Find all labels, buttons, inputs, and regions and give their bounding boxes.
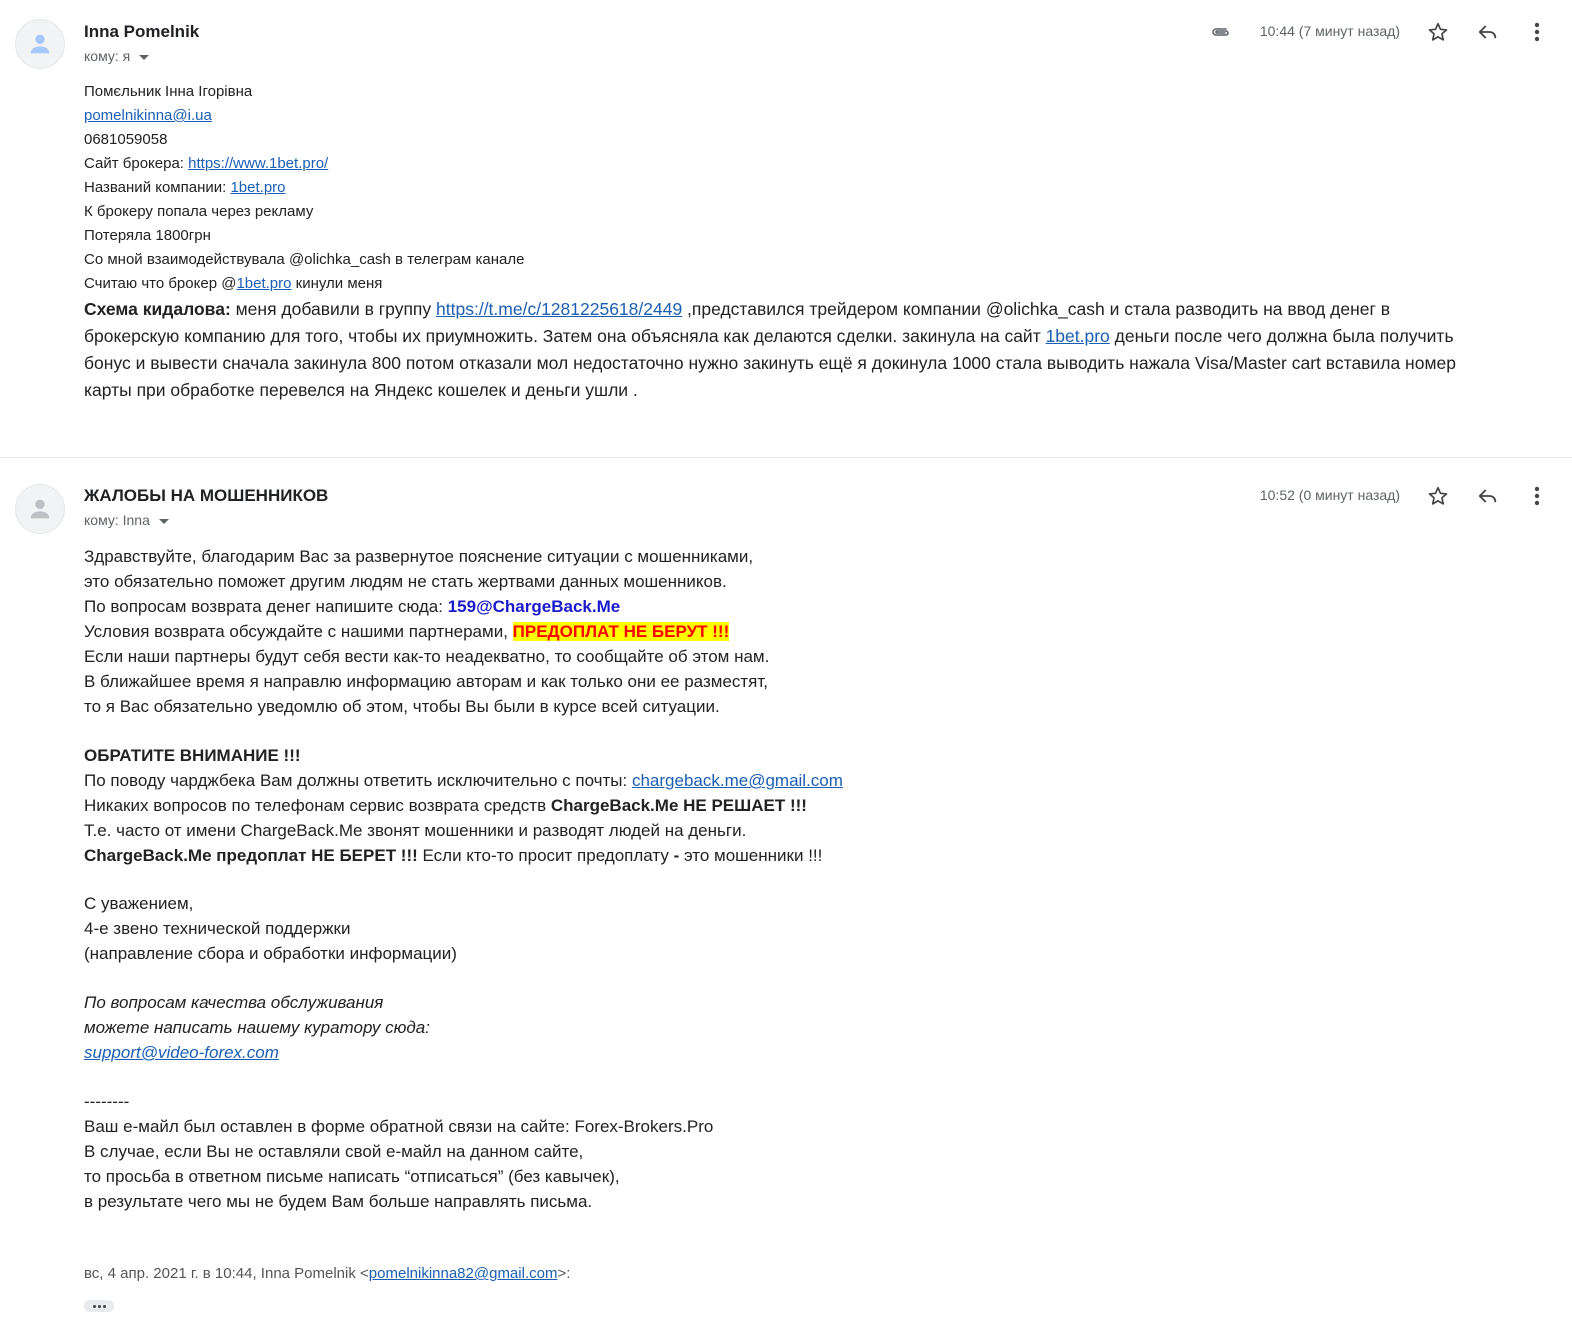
star-button[interactable] (1425, 483, 1451, 509)
body-line: К брокеру попала через рекламу (84, 203, 314, 220)
message-divider (0, 457, 1572, 458)
reply-button[interactable] (1475, 483, 1501, 509)
sender-name[interactable]: Inna Pomelnik (84, 22, 200, 41)
text-part: По вопросам возврата денег напишите сюда: (84, 597, 448, 616)
avatar[interactable] (15, 19, 65, 69)
quality-line: По вопросам качества обслуживания (84, 993, 384, 1012)
show-trimmed-content-button[interactable] (84, 1300, 114, 1312)
scheme-label: Схема кидалова: (84, 299, 231, 319)
caret-down-icon (139, 55, 149, 60)
more-vert-icon (1534, 22, 1540, 42)
more-options-button[interactable] (1524, 19, 1550, 45)
company-link[interactable]: 1bet.pro (1045, 326, 1110, 346)
reply-icon (1477, 485, 1499, 507)
footer-line: Ваш е-майл был оставлен в форме обратной связи на сайте: Forex-Brokers.Pro (84, 1117, 714, 1136)
text-part: По поводу чарджбека Вам должны ответить исключительно с почты: (84, 771, 632, 790)
person-icon (26, 495, 54, 523)
sender-name[interactable]: ЖАЛОБЫ НА МОШЕННИКОВ (84, 486, 329, 505)
scheme-line: бонус и вывести сначала закинула 800 потом отказали мол недостаточно нужно закинуть ещё я докинула 1000 стала выводить нажала Visa/Master cart вставила номер (84, 353, 1456, 373)
bold-dash: - (673, 846, 680, 865)
text-part: Никаких вопросов по телефонам сервис возврата средств (84, 796, 551, 815)
text-part: >: (557, 1265, 571, 1282)
bold-text: ChargeBack.Me предоплат НЕ БЕРЕТ !!! (84, 846, 418, 865)
dot-icon (98, 1305, 101, 1308)
star-icon (1427, 21, 1449, 43)
bold-text: ChargeBack.Me НЕ РЕШАЕТ !!! (550, 796, 807, 815)
label-text: Названий компании: (84, 179, 231, 196)
body-line (84, 594, 620, 619)
company-link[interactable]: 1bet.pro (236, 275, 292, 292)
message-time[interactable]: 10:52 (0 минут назад) (1259, 487, 1400, 503)
signature-line: (направление сбора и обработки информации) (84, 944, 457, 963)
body-line: 0681059058 (84, 131, 168, 148)
attachment-icon (1210, 25, 1232, 39)
body-line (84, 176, 286, 200)
quoted-email-link[interactable]: pomelnikinna82@gmail.com (368, 1265, 558, 1282)
body-line: Потеряла 1800грн (84, 227, 211, 244)
body-line: В ближайшее время я направлю информацию авторам и как только они ее разместят, (84, 672, 769, 691)
quality-line: можете написать нашему куратору сюда: (84, 1018, 430, 1037)
body-line: Помєльник Інна Ігорівна (84, 83, 253, 100)
text-part: это мошенники !!! (679, 846, 823, 865)
reply-icon (1477, 21, 1499, 43)
body-line: Здравствуйте, благодарим Вас за развернутое пояснение ситуации с мошенниками, (84, 547, 754, 566)
broker-site-link[interactable]: https://www.1bet.pro/ (188, 155, 329, 172)
dot-icon (93, 1305, 96, 1308)
text-part: меня добавили в группу (230, 299, 437, 319)
telegram-link[interactable]: https://t.me/c/1281225618/2449 (436, 299, 683, 319)
quality-line (84, 1040, 279, 1065)
more-options-button[interactable] (1524, 483, 1550, 509)
text-part: Условия возврата обсуждайте с нашими партнерами, (84, 622, 513, 641)
scheme-line (84, 296, 1390, 323)
footer-line: в результате чего мы не будем Вам больше направлять письма. (84, 1192, 593, 1211)
body-line (84, 619, 729, 644)
recipient-toggle[interactable] (84, 512, 169, 528)
text-part: деньги после чего должна была получить (1109, 326, 1454, 346)
text-part: брокерскую компанию для того, чтобы их приумножить. Затем она объясняла как делаются сделки. закинула на сайт (84, 326, 1046, 346)
recipient-label: кому: Inna (84, 512, 150, 528)
caret-down-icon (159, 519, 169, 524)
text-part: Если кто-то просит предоплату (417, 846, 674, 865)
star-button[interactable] (1425, 19, 1451, 45)
body-line: это обязательно поможет другим людям не стать жертвами данных мошенников. (84, 572, 727, 591)
label-text: Сайт брокера: (84, 155, 189, 172)
attention-heading: ОБРАТИТЕ ВНИМАНИЕ !!! (84, 746, 301, 765)
signature-line: 4-е звено технической поддержки (84, 919, 351, 938)
separator-line: -------- (84, 1092, 130, 1111)
body-line: Т.е. часто от имени ChargeBack.Me звонят мошенники и разводят людей на деньги. (84, 821, 747, 840)
star-icon (1427, 485, 1449, 507)
body-line (84, 152, 328, 176)
signature-line: С уважением, (84, 894, 194, 913)
company-link[interactable]: 1bet.pro (230, 179, 286, 196)
text-part: кинули меня (291, 275, 383, 292)
body-line: Если наши партнеры будут себя вести как-то неадекватно, то сообщайте об этом нам. (84, 647, 770, 666)
message-time[interactable]: 10:44 (7 минут назад) (1259, 23, 1400, 39)
body-line (84, 793, 807, 818)
body-line (84, 768, 843, 793)
avatar[interactable] (15, 484, 65, 534)
scheme-line (84, 323, 1454, 350)
chargeback-gmail-link[interactable]: chargeback.me@gmail.com (631, 771, 843, 790)
quoted-header (84, 1262, 570, 1286)
support-email-link[interactable]: support@video-forex.com (84, 1043, 279, 1062)
person-icon (26, 30, 54, 58)
email-link[interactable]: pomelnikinna@i.ua (84, 107, 212, 124)
recipient-toggle[interactable] (84, 48, 149, 64)
text-part: вс, 4 апр. 2021 г. в 10:44, Inna Pomelnik < (84, 1265, 369, 1282)
body-line: то я Вас обязательно уведомлю об этом, чтобы Вы были в курсе всей ситуации. (84, 697, 720, 716)
body-line (84, 272, 382, 296)
body-line (84, 104, 212, 128)
footer-line: то просьба в ответном письме написать “отписаться” (без кавычек), (84, 1167, 620, 1186)
body-line: Со мной взаимодействувала @olichka_cash в телеграм канале (84, 251, 525, 268)
more-vert-icon (1534, 486, 1540, 506)
text-part: Считаю что брокер @ (84, 275, 237, 292)
reply-button[interactable] (1475, 19, 1501, 45)
scheme-line: карты при обработке перевелся на Яндекс кошелек и деньги ушли . (84, 380, 638, 400)
highlighted-warning: ПРЕДОПЛАТ НЕ БЕРУТ !!! (512, 622, 730, 641)
body-line (84, 843, 822, 868)
recipient-label: кому: я (84, 48, 131, 64)
text-part: ,представился трейдером компании @olichka_cash и стала разводить на ввод денег в (682, 299, 1391, 319)
footer-line: В случае, если Вы не оставляли свой е-майл на данном сайте, (84, 1142, 584, 1161)
chargeback-email: 159@ChargeBack.Me (447, 597, 621, 616)
dot-icon (103, 1305, 106, 1308)
